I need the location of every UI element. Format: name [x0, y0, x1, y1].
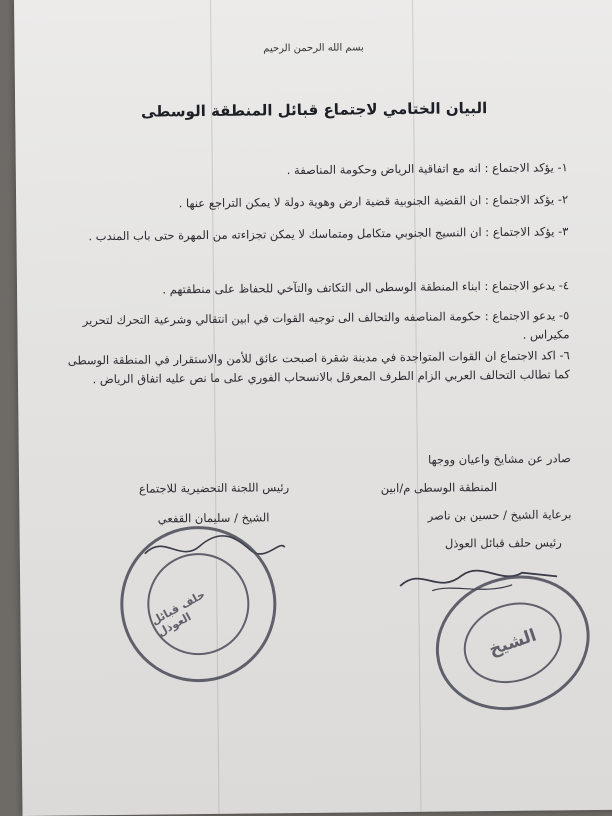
- signature-left-line-1: رئيس اللجنة التحضيرية للاجتماع: [138, 480, 290, 496]
- statement-item-2: ٢- يؤكد الاجتماع : ان القضية الجنوبية قضية ارض وهوية دولة لا يمكن التراجع عنها .: [178, 192, 569, 211]
- statement-item-6: ٦- اكد الاجتماع ان القوات المتواجدة في مدينة شقرة اصبحت عائق للأمن والاستقرار في المنطقة الوسطى كما تطالب التحالف العربي الزام الطرف المعرقل بالانسحاب الفوري على ما نص عليه اتفاق الرياض .: [67, 348, 571, 387]
- signature-left-line-2: الشيخ / سليمان القفعي: [157, 510, 270, 526]
- signature-right-line-2: المنطقة الوسطى م/ابين: [380, 479, 498, 496]
- statement-item-5: ٥- يدعو الاجتماع : حكومة المناصفه والتحالف الى توجيه القوات في ابين انتقالي وشرعية التحرك لتحرير مكيراس .: [82, 308, 570, 342]
- signature-right-line-3: برعاية الشيخ / حسين بن ناصر: [427, 507, 572, 523]
- document-title: البيان الختامي لاجتماع قبائل المنطقة الوسطى: [140, 99, 488, 121]
- statement-item-1: ١- يؤكد الاجتماع : انه مع اتفاقية الرياض وحكومة المناصفة .: [286, 160, 568, 178]
- basmala: بسم الله الرحمن الرحيم: [263, 42, 364, 55]
- fold-line: [210, 0, 220, 814]
- signature-right-line-1: صادر عن مشايخ واعيان ووجها: [427, 451, 571, 467]
- fold-line: [412, 0, 422, 812]
- stamp-right-text: الشيخ: [486, 625, 540, 661]
- statement-item-3: ٣- يؤكد الاجتماع : ان النسيج الجنوبي متكامل ومتماسك لا يمكن تجزاءته من المهرة حتى باب المندب .: [88, 224, 569, 244]
- signature-right-line-4: رئيس حلف قبائل العوذل: [444, 535, 562, 551]
- statement-item-4: ٤- يدعو الاجتماع : ابناء المنطقة الوسطى الى التكاتف والتآخي للحفاظ على منطقتهم .: [162, 278, 570, 297]
- stamp-left-text: حلف قبائل العوذل: [149, 587, 208, 639]
- document-page: [14, 0, 612, 816]
